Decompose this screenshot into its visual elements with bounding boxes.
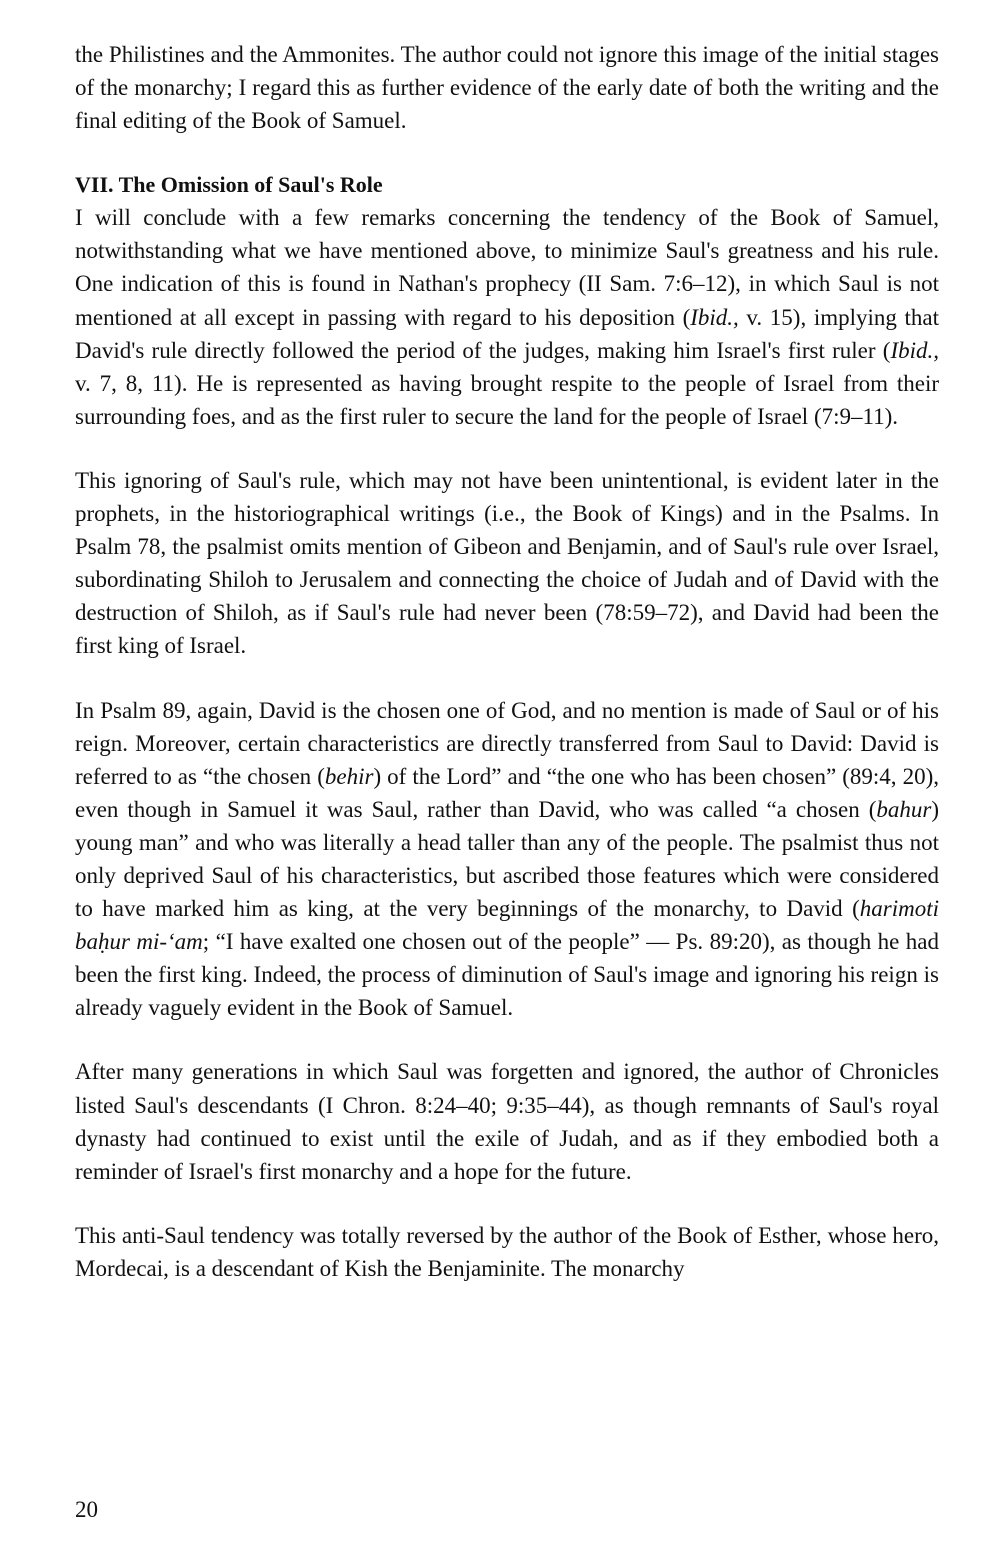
italic-run: harimoti baḥur mi-‘am <box>75 896 939 955</box>
paragraph-1 <box>75 201 939 433</box>
text-run: ) young man” and who was literally a head taller than any of the people. The psalmist thus not only deprived Saul of his characteristics, but ascribed those features which were considered to have marked him as king, at the very beginnings of the monarchy, to David ( <box>75 796 939 922</box>
page-body <box>75 38 939 1316</box>
paragraph-4: After many generations in which Saul was forgetten and ignored, the author of Chronicles listed Saul's descendants (I Chron. 8:24–40; 9:35–44), as though remnants of Saul's royal dynasty had continued to exist until the exile of Judah, and as if they embodied both a reminder of Israel's first monarchy and a hope for the future. <box>75 1059 939 1184</box>
text-run: In Psalm 89, again, David is the chosen one of God, and no mention is made of Saul or of his reign. Moreover, certain characteristics are directly transferred from Saul to David: David is referred to as “the chosen ( <box>75 697 939 789</box>
page-number: 20 <box>75 1497 98 1522</box>
text-run: ) of the Lord” and “the one who has been chosen” (89:4, 20), even though in Samuel it was Saul, rather than David, who was called “a chosen ( <box>75 763 939 822</box>
section-heading: VII. The Omission of Saul's Role <box>75 172 383 198</box>
paragraph-3 <box>75 694 939 1025</box>
paragraph-5: This anti-Saul tendency was totally reversed by the author of the Book of Esther, whose hero, Mordecai, is a descendant of Kish the Benjaminite. The monarchy <box>75 1222 939 1281</box>
text-run: v. 15), implying that David's rule directly followed the period of the judges, making him Israel's first ruler ( <box>75 304 939 363</box>
text-run: v. 7, 8, 11). He is represented as having brought respite to the people of Israel from their surrounding foes, and as the first ruler to secure the land for the people of Israel (7:9–11). <box>75 370 939 429</box>
text-run: I will conclude with a few remarks concerning the tendency of the Book of Samuel, notwithstanding what we have mentioned above, to minimize Saul's greatness and his rule. One indication of this is found in Nathan's prophecy (II Sam. 7:6–12), in which Saul is not mentioned at all except in passing with regard to his deposition ( <box>75 205 939 330</box>
paragraph-2: This ignoring of Saul's rule, which may not have been unintentional, is evident later in the prophets, in the historiographical writings (i.e., the Book of Kings) and in the Psalms. In Psalm 78, the psalmist omits mention of Gibeon and Benjamin, and of Saul's rule over Israel, subordinating Shiloh to Jerusalem and connecting the choice of Judah and of David with the destruction of Shiloh, as if Saul's rule had never been (78:59–72), and David had been the first king of Israel. <box>75 467 939 659</box>
text-run: ; “I have exalted one chosen out of the people” — Ps. 89:20), as though he had been the first king. Indeed, the process of diminution of Saul's image and ignoring his reign is already vaguely evident in the Book of Samuel. <box>75 929 939 1021</box>
italic-run: behir <box>324 763 374 789</box>
italic-run: Ibid., <box>690 304 739 330</box>
intro-paragraph: the Philistines and the Ammonites. The author could not ignore this image of the initial stages of the monarchy; I regard this as further evidence of the early date of both the writing and the final editing of the Book of Samuel. <box>75 42 939 134</box>
italic-run: bahur <box>876 796 932 822</box>
section-vii <box>75 168 939 433</box>
italic-run: Ibid., <box>890 337 939 363</box>
